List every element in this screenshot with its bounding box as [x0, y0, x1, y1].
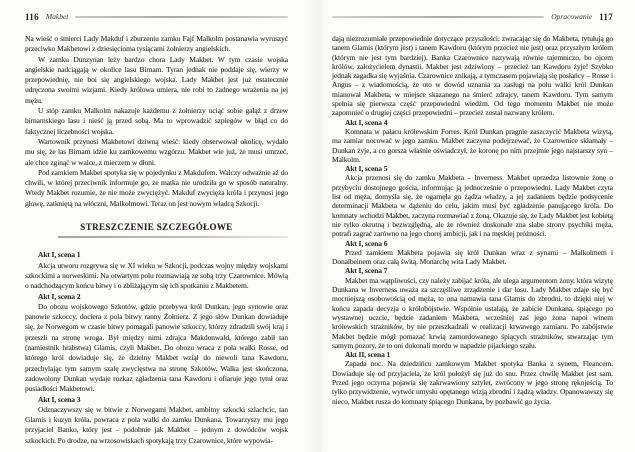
- running-title-right: Opracowanie: [551, 12, 593, 21]
- paragraph: Do obozu wojskowego Szkotów, gdzie przebywa król Dunkan, jego synowie oraz panowie szkoccy, dociera z pola bitwy ranny Żołnierz. Z jego słów Dunkan dowiaduje się, że Norwegom w czasie bitwy pomagali panowie szkoccy, którzy zdradzili swój kraj i przeszli na stronę wroga. Był między nimi zdrajca Makdonwald, którego zabił tan (namiestnik hrabstwa) Glamis, czyli Makbet. Do obozu wraca z pola walki Rosse, od którego król dowiaduje się, że dzielny Makbet wziął do niewoli tana Kawdoru, przechylając tym samym szalę zwycięstwa na stronę Szkotów. Walka jest skończona, zadowolony Dunkan wydaje rozkaz zgładzenia tana Kawdoru i ofiaruje jego tytuł oraz posiadłości Makbetowi.: [25, 301, 288, 394]
- paragraph: Komnata w pałacu królewskim Forres. Król Dunkan pragnie zaszczycić Makbeta wizytą, ma zamiar nocować w jego zamku. Makbet zaczyna podejrzewać, że Czarownice skłamały – Dunkan żyje, a co gorsza właśnie oświadczył, że koronę po nim przejmie jego najstarszy syn – Malkolm.: [332, 126, 613, 164]
- paragraph: Akcja utworu rozgrywa się w XI wieku w Szkocji, podczas wojny między wojskami szkockimi a norweskimi. Na otwartym polu rozmawiają ze sobą trzy Czarownice. Mówią o nadchodzącym końcu bitwy i o zbliżającym się ich spotkaniu z Makbetem.: [25, 260, 288, 291]
- page-number-right: 117: [599, 11, 613, 22]
- paragraph: Na wieść o śmierci Lady Makduf i zburzeniu zamku Fajf Malkolm postanawia wyruszyć przeciwko Makbetowi z dziesięcioma tysiącami żołnierzy angielskich.: [25, 34, 288, 54]
- section-heading-block: [25, 222, 288, 238]
- paragraph: W zamku Dunzynan leży bardzo chora Lady Makbet. W tym czasie wojska angielskie nadciągają w okolice lasu Birnam. Tyran jednak nie poddaje się, wierzy w przepowiednię, nie boi się angielskiego wojska. Lady Makbet jest już ostatecznie udręczona swoimi wizjami. Kiedy królowa umiera, nie robi to żadnego wrażenia na jej mężu.: [25, 54, 288, 105]
- scene-heading: Akt I, scena 3: [38, 394, 81, 404]
- section-heading: STRESZCZENIE SZCZEGÓŁOWE: [80, 222, 233, 233]
- scene-heading: Akt I, scena 4: [345, 117, 388, 127]
- header-rule-right: [332, 16, 544, 18]
- paragraph: Wartownik przynosi Makbetowi dziwną wieść: kiedy obserwował okolicę, wydało mu się, że las Birnam idzie ku zamkowemu wzgórzu. Makbet wie już, że musi umrzeć, ale chce zginąć w walce, z mieczem w dłoni.: [25, 136, 288, 167]
- paragraph: Makbet ma wątpliwości, czy należy zabijać króla, ale ulega argumentom żony, która wizytę Dunkana w Inverness uważa za szczęśliwe zrządzenie i dar losu. Lady Makbet zdaje się być mocniejszą osobowością od męża, to ona namawia tana Glamis do zbrodni, to dzięki niej w końcu zapada decyzja o królobójstwie. Wspólnie ustalają, że zabicie Dunkana, śpiącego po wystawnej uczcie, będzie zadaniem Makbeta, wcześniej zaś jego żona napoi winem królewskich strażników, by nie przeszkadzali w realizacji krwawego zamiaru. Po zabójstwie Makbet będzie mógł pomazać krwią zamordowanego śpiących strażników, stwarzając tym samym pozory, że to oni dokonali mordu w napadzie pijackiego szału.: [332, 275, 613, 350]
- paragraph: Pod zamkiem Makbet spotyka się w pojedynku z Makdufem. Walczy odważnie aż do chwili, w której przeciwnik informuje go, że matka nie urodziła go w sposób naturalny. Wtedy Makbet rozumie, że nie może zwyciężyć. Makduf zwycięża króla i przynosi jego głowę, zatkniętą na włóczni, Malkolmowi. Teraz on jest nowym władcą Szkocji.: [25, 167, 288, 208]
- paragraph: dają niezrozumiałe przepowiednie dotyczące przyszłości: zwracając się do Makbeta, tytułują go tanem Glamis (którym jest) i tanem Kawdoru (którym przecież nie jest) oraz przyszłym królem (którym nie jest tym bardziej). Banka Czarownice nazywają równie tajemniczo, bo ojcem królów, założycielem dynastii. Makbet jest zdziwiony – przecież tan Kawdoru żyje! Szybko jednak zagadka się wyjaśnia. Czarownice znikają, a tymczasem pojawiają się posłańcy – Rosse i Angus – z wiadomością, że oto w dowód uznania za zasługi na polu walki król Dunkan mianował Makbeta, w miejsce skazanego na śmierć zdrajcy, tanem Kawdoru. Tym samym spełnia się pierwsza część przepowiedni wiedźm. Od tego momentu Makbet nie może zapomnieć o drugiej części przepowiedni – przecież został nazwany królem.: [332, 34, 613, 118]
- page-header-left: [25, 11, 288, 22]
- scene-heading: Akt I, scena 1: [38, 250, 81, 260]
- page-number-left: 116: [25, 11, 39, 22]
- scene-entries-right: [332, 34, 613, 406]
- scene-heading: Akt I, scena 2: [38, 291, 81, 301]
- paragraph: Zapada noc. Na dziedzińcu zamkowym Makbet spotyka Banka z synem, Fleancem. Dowiaduje się od przyjaciela, że król położył się już do snu. Przez chwilę Makbet jest sam. Przed jego oczyma pojawia się zakrwawiony sztylet, zwrócony w jego stronę rękojeścią. To tylko przywidzenie, wytwór umysłu opętanego wizją zbrodni i żądzą władzy. Opanowawszy się nieco, Makbet rusza do komnaty śpiącego Dunkana, by pozbawić go życia.: [332, 359, 613, 406]
- section-heading-rule: [58, 236, 288, 238]
- paragraph: U stóp zamku Malkolm nakazuje każdemu z żołnierzy uciąć sobie gałąź z drzew birnamskiego lasu i nieść ją przed sobą. Ma to wprowadzić szpiegów w błąd co do faktycznej liczebności wojska.: [25, 106, 288, 136]
- scene-heading: Akt I, scena 5: [345, 164, 388, 174]
- scene-heading: Akt II, scena 1: [345, 350, 391, 360]
- page-right: [318, 0, 635, 452]
- paragraph: Odznaczywszy się w bitwie z Norwegami Makbet, ambitny szkocki szlachcic, tan Glamis i kuzyn króla, powraca z pola walki do zamku Dunkana. Towarzyszy mu jego przyjaciel Banko, który jest – podobnie jak Makbet – jednym z dowódców wojsk szkockich. Po drodze, na wrzosowiskach spotykają trzy Czarownice, które wypowia-: [25, 404, 288, 445]
- scene-heading: Akt I, scena 7: [345, 266, 388, 276]
- paragraph: Przed zamkiem Makbeta pojawia się król Dunkan wraz z synami – Malkolmem i Donalbeinem oraz całą świtą. Monarchę wita Lady Makbet.: [332, 247, 613, 267]
- header-rule-left: [75, 16, 288, 18]
- intro-paragraphs: [25, 34, 288, 209]
- scene-entries-left: [25, 250, 288, 446]
- page-header-right: [332, 11, 613, 22]
- running-title-left: Makbet: [45, 12, 69, 21]
- scene-heading: Akt I, scena 6: [345, 238, 388, 248]
- paragraph: Akcja przenosi się do zamku Makbeta – Inverness. Makbet uprzedza listownie żonę o przybyciu dostojnego gościa, informując ją jednocześnie o przepowiedni. Lady Makbet czyta list od męża, domyśla się, że ogarnęła go żądza władzy, a jej zadaniem będzie podsycenie determinacji Makbeta w dążeniu do celu, jakim musi być zgładzenie panującego króla. Do komnaty wchodzi Makbet, zaczyna rozmawiać z żoną. Okazuje się, że Lady Makbet jest kobietą nie tylko okrutną i bezwzględną, ale że również doskonale zna słabe strony psychiki męża, potrafi zagrać zarówno na jego chorej ambicji, jak i na męskiej próżności.: [332, 173, 613, 239]
- text-column-right: [332, 34, 613, 406]
- text-column-left: [25, 34, 288, 446]
